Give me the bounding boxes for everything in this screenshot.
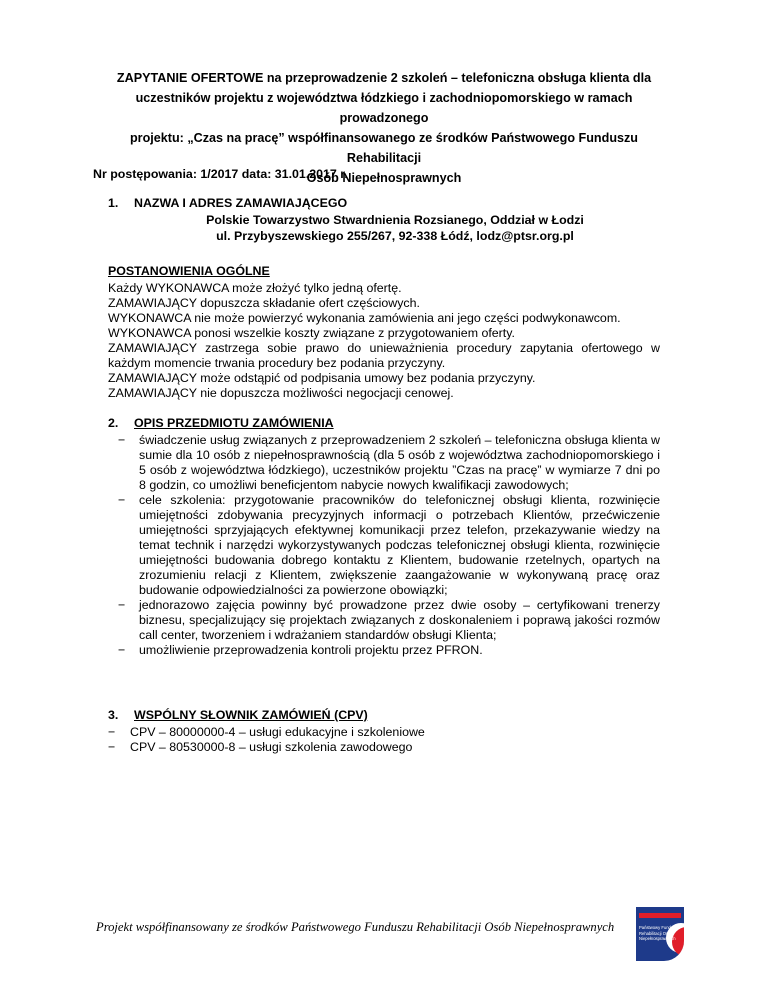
list-item-text: cele szkolenia: przygotowanie pracowników do telefonicznej obsługi klienta, rozwinięcie umiejętności zdobywania precyzyjnych informacji o potrzebach Klientów, przećwiczenie umiejętności sprzyjających efektywnej komunikacji przez telefon, przekazywanie wiedzy na temat technik i narzędzi wykorzystywanych podczas telefonicznej obsługi klienta, rozwinięcie umiejętności budowania dobrego kontaktu z Klientem, budowanie rzetelnych, opartych na zrozumieniu relacji z Klientem, zwiększenie zaangażowanie w wykonywaną pracę oraz budowanie odpowiedzialności za powierzone obowiązki;: [139, 493, 660, 597]
list-item-text: CPV – 80530000-8 – usługi szkolenia zawodowego: [130, 740, 413, 754]
organization-name: Polskie Towarzystwo Stwardnienia Rozsianego, Oddział w Łodzi: [206, 213, 584, 227]
cpv-list: [108, 725, 660, 755]
section-2: [108, 416, 660, 658]
section-number: 3.: [108, 708, 119, 722]
list-item: [108, 725, 660, 740]
section-2-heading: [108, 416, 660, 431]
general-provisions: [108, 264, 660, 401]
procedure-number: Nr postępowania: 1/2017 data: 31.01.2017 r.: [93, 167, 348, 181]
list-item-text: umożliwienie przeprowadzenia kontroli projektu przez PFRON.: [139, 643, 483, 657]
general-provisions-heading: POSTANOWIENIA OGÓLNE: [108, 264, 270, 278]
list-item: [108, 598, 660, 643]
section-number: 1.: [108, 196, 119, 210]
provision-item: ZAMAWIAJĄCY dopuszcza składanie ofert częściowych.: [108, 296, 420, 310]
section-title: WSPÓLNY SŁOWNIK ZAMÓWIEŃ (CPV): [134, 708, 368, 722]
list-item-text: jednorazowo zajęcia powinny być prowadzone przez dwie osoby – certyfikowani trenerzy biznesu, specjalizujący się projektach związanych z doskonaleniem i poprawą jakości rozmów call center, tworzeniem i wdrażaniem standardów obsługi Klienta;: [139, 598, 660, 642]
dash-bullet: −: [118, 433, 126, 447]
organization-address: ul. Przybyszewskiego 255/267, 92-338 Łódź, lodz@ptsr.org.pl: [216, 229, 574, 243]
pfron-logo: [636, 907, 684, 961]
title-line: Osób Niepełnosprawnych: [306, 171, 462, 185]
logo-text: Niepełnosprawnych: [639, 936, 676, 941]
title-line: uczestników projektu z województwa łódzkiego i zachodniopomorskiego w ramach prowadzonego: [135, 91, 633, 125]
dash-bullet: −: [118, 643, 126, 657]
section-3-heading: [108, 708, 660, 723]
list-item: [108, 493, 660, 598]
logo-red-bar: [639, 913, 681, 918]
list-item: [108, 643, 660, 658]
dash-bullet: −: [108, 725, 116, 739]
section-3: [108, 708, 660, 755]
contracting-party-address: [160, 212, 630, 244]
dash-bullet: −: [108, 740, 116, 754]
dash-bullet: −: [118, 493, 126, 507]
order-description-list: [108, 433, 660, 658]
footer-text: Projekt współfinansowany ze środków Państwowego Funduszu Rehabilitacji Osób Niepełnosprawnych: [96, 920, 615, 934]
logo-text: Rehabilitacji Osób: [639, 931, 673, 936]
provision-item: WYKONAWCA ponosi wszelkie koszty związane z przygotowaniem oferty.: [108, 326, 515, 340]
title-line: projektu: „Czas na pracę” współfinansowanego ze środków Państwowego Funduszu Rehabilitacji: [129, 131, 639, 165]
provision-item: ZAMAWIAJĄCY nie dopuszcza możliwości negocjacji cenowej.: [108, 386, 454, 400]
section-title: NAZWA I ADRES ZAMAWIAJĄCEGO: [134, 196, 348, 210]
provision-item: ZAMAWIAJĄCY zastrzega sobie prawo do unieważnienia procedury zapytania ofertowego w każdym momencie trwania procedury bez podania przyczyny.: [108, 341, 660, 370]
section-title: OPIS PRZEDMIOTU ZAMÓWIENIA: [134, 416, 334, 430]
section-number: 2.: [108, 416, 119, 430]
dash-bullet: −: [118, 598, 126, 612]
list-item: [108, 433, 660, 493]
title-line: ZAPYTANIE OFERTOWE na przeprowadzenie 2 szkoleń – telefoniczna obsługa klienta dla: [116, 71, 652, 85]
provision-item: Każdy WYKONAWCA może złożyć tylko jedną ofertę.: [108, 281, 402, 295]
section-1-heading: [108, 196, 347, 211]
list-item: [108, 740, 660, 755]
list-item-text: świadczenie usług związanych z przeprowadzeniem 2 szkoleń – telefoniczna obsługa klienta w sumie dla 10 osób z niepełnosprawnością (dla 5 osób z województwa zachodniopomorskiego i 5 osób z województwa łódzkiego), uczestników projektu ”Czas na pracę” w wymiarze 7 dni po 8 godzin, co umożliwi beneficjentom nabycie nowych kwalifikacji zawodowych;: [139, 433, 660, 492]
provision-item: ZAMAWIAJĄCY może odstąpić od podpisania umowy bez podania przyczyny.: [108, 371, 536, 385]
logo-text: Państwowy Fundusz: [639, 925, 678, 930]
list-item-text: CPV – 80000000-4 – usługi edukacyjne i szkoleniowe: [130, 725, 425, 739]
provision-item: WYKONAWCA nie może powierzyć wykonania zamówienia ani jego części podwykonawcom.: [108, 311, 621, 325]
